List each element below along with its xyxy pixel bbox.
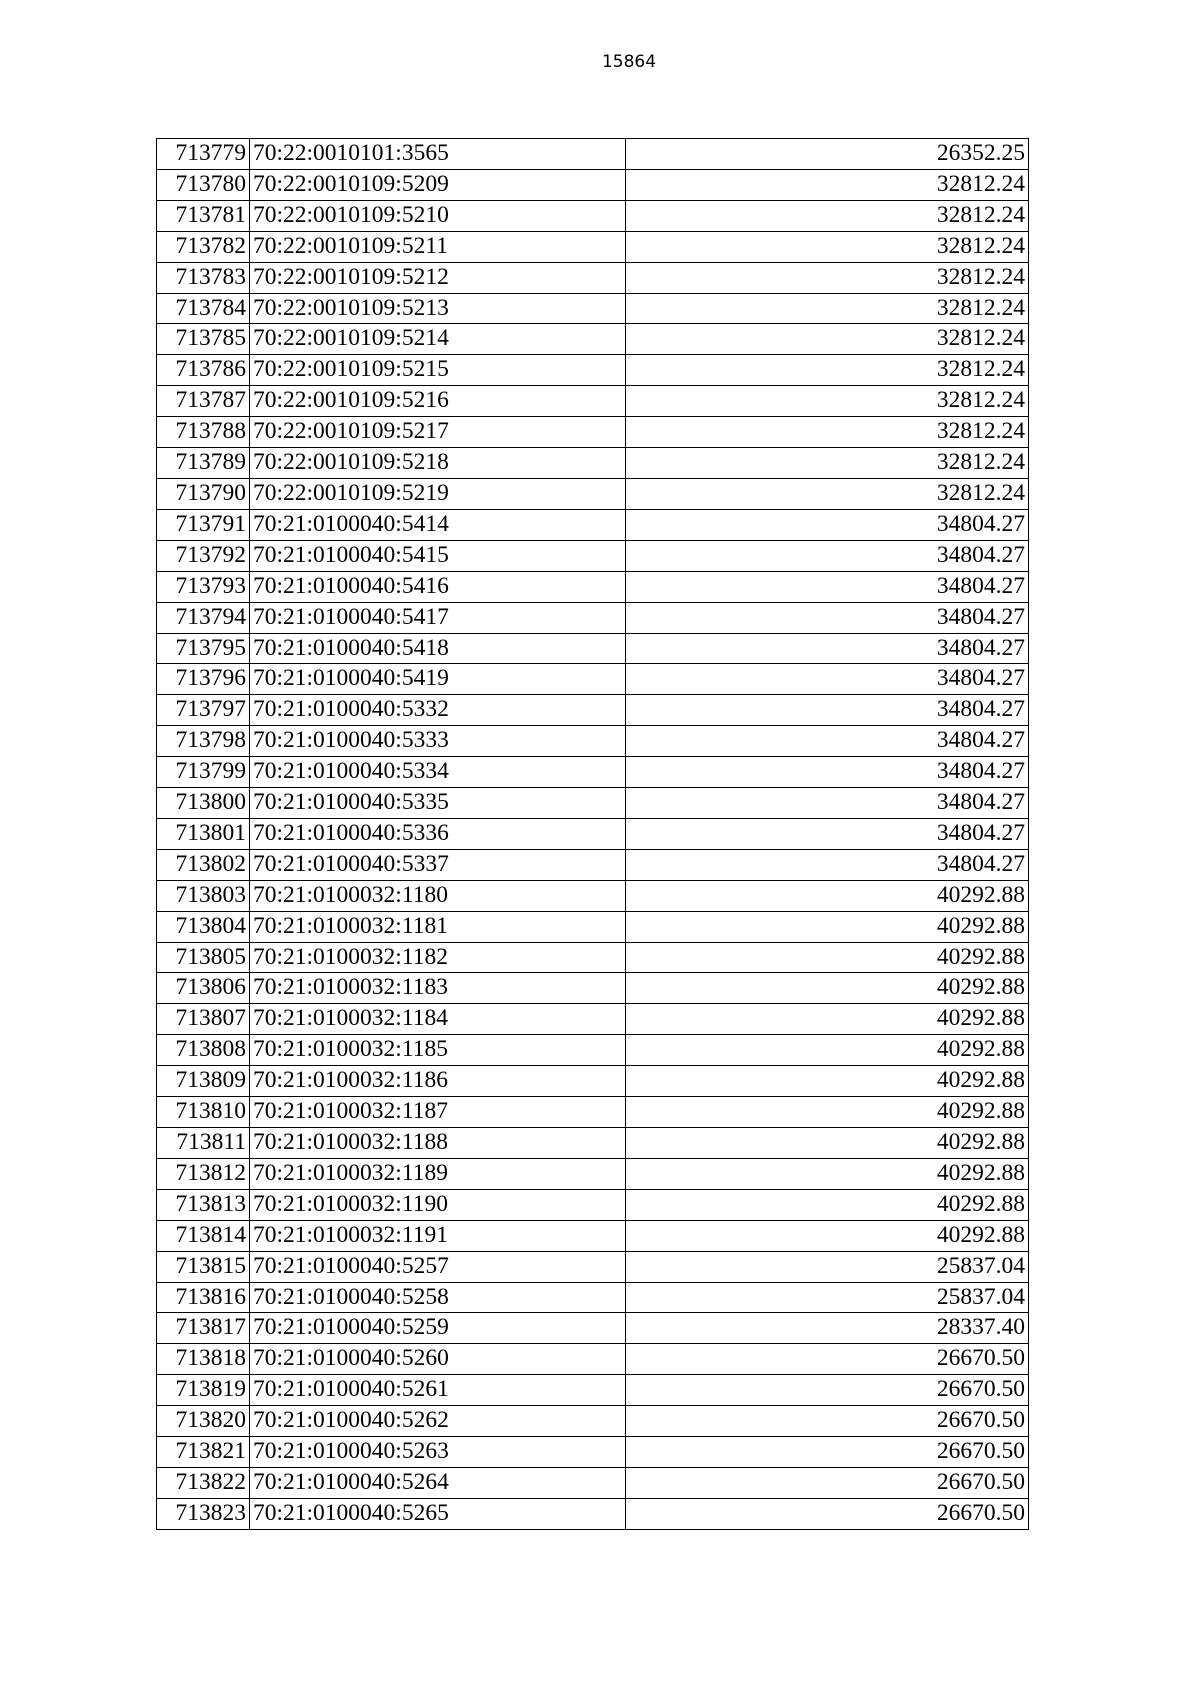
table-row: [157, 633, 1029, 664]
table-row: [157, 1251, 1029, 1282]
table-row: [157, 509, 1029, 540]
row-id-cell: 713784: [157, 293, 250, 324]
cadastral-value-cell: 34804.27: [626, 633, 1029, 664]
row-id-cell: 713794: [157, 602, 250, 633]
table-row: [157, 1097, 1029, 1128]
row-id-cell: 713817: [157, 1313, 250, 1344]
table-row: [157, 1313, 1029, 1344]
table-row: [157, 478, 1029, 509]
cadastral-number-cell: 70:21:0100032:1188: [250, 1128, 626, 1159]
cadastral-number-cell: 70:22:0010109:5212: [250, 262, 626, 293]
row-id-cell: 713798: [157, 726, 250, 757]
cadastral-number-cell: 70:22:0010109:5216: [250, 386, 626, 417]
cadastral-number-cell: 70:21:0100040:5260: [250, 1344, 626, 1375]
cadastral-number-cell: 70:22:0010109:5214: [250, 324, 626, 355]
cadastral-value-cell: 34804.27: [626, 757, 1029, 788]
cadastral-number-cell: 70:21:0100032:1191: [250, 1220, 626, 1251]
table-row: [157, 942, 1029, 973]
cadastral-number-cell: 70:21:0100040:5414: [250, 509, 626, 540]
cadastral-value-cell: 40292.88: [626, 1158, 1029, 1189]
cadastral-number-cell: 70:21:0100040:5257: [250, 1251, 626, 1282]
cadastral-value-cell: 34804.27: [626, 849, 1029, 880]
table-row: [157, 911, 1029, 942]
cadastral-number-cell: 70:21:0100040:5261: [250, 1375, 626, 1406]
table-row: [157, 540, 1029, 571]
row-id-cell: 713779: [157, 139, 250, 170]
table-row: [157, 1406, 1029, 1437]
cadastral-value-cell: 34804.27: [626, 818, 1029, 849]
row-id-cell: 713815: [157, 1251, 250, 1282]
table-row: [157, 695, 1029, 726]
table-row: [157, 726, 1029, 757]
cadastral-value-cell: 28337.40: [626, 1313, 1029, 1344]
cadastral-value-cell: 32812.24: [626, 293, 1029, 324]
row-id-cell: 713796: [157, 664, 250, 695]
cadastral-value-cell: 34804.27: [626, 726, 1029, 757]
cadastral-number-cell: 70:22:0010109:5210: [250, 200, 626, 231]
table-row: [157, 602, 1029, 633]
row-id-cell: 713781: [157, 200, 250, 231]
cadastral-value-cell: 25837.04: [626, 1251, 1029, 1282]
cadastral-number-cell: 70:21:0100040:5335: [250, 788, 626, 819]
table-row: [157, 664, 1029, 695]
table-row: [157, 1437, 1029, 1468]
row-id-cell: 713803: [157, 880, 250, 911]
table-row: [157, 818, 1029, 849]
table-row: [157, 324, 1029, 355]
cadastral-number-cell: 70:21:0100040:5263: [250, 1437, 626, 1468]
cadastral-value-cell: 32812.24: [626, 417, 1029, 448]
cadastral-value-cell: 26352.25: [626, 139, 1029, 170]
cadastral-value-table: [156, 138, 1029, 1530]
cadastral-number-cell: 70:21:0100032:1185: [250, 1035, 626, 1066]
cadastral-value-cell: 40292.88: [626, 942, 1029, 973]
row-id-cell: 713818: [157, 1344, 250, 1375]
table-row: [157, 1004, 1029, 1035]
cadastral-number-cell: 70:22:0010109:5209: [250, 169, 626, 200]
cadastral-number-cell: 70:21:0100040:5333: [250, 726, 626, 757]
row-id-cell: 713802: [157, 849, 250, 880]
cadastral-value-cell: 34804.27: [626, 540, 1029, 571]
table-row: [157, 293, 1029, 324]
cadastral-number-cell: 70:21:0100040:5415: [250, 540, 626, 571]
table-row: [157, 788, 1029, 819]
cadastral-number-cell: 70:21:0100040:5259: [250, 1313, 626, 1344]
cadastral-number-cell: 70:21:0100032:1182: [250, 942, 626, 973]
cadastral-value-cell: 34804.27: [626, 788, 1029, 819]
cadastral-value-cell: 26670.50: [626, 1344, 1029, 1375]
row-id-cell: 713805: [157, 942, 250, 973]
table-row: [157, 231, 1029, 262]
row-id-cell: 713787: [157, 386, 250, 417]
cadastral-number-cell: 70:21:0100040:5419: [250, 664, 626, 695]
cadastral-number-cell: 70:21:0100032:1189: [250, 1158, 626, 1189]
cadastral-value-cell: 40292.88: [626, 1066, 1029, 1097]
row-id-cell: 713792: [157, 540, 250, 571]
table-row: [157, 1189, 1029, 1220]
row-id-cell: 713813: [157, 1189, 250, 1220]
cadastral-value-cell: 34804.27: [626, 571, 1029, 602]
row-id-cell: 713793: [157, 571, 250, 602]
cadastral-value-cell: 40292.88: [626, 973, 1029, 1004]
cadastral-value-cell: 32812.24: [626, 324, 1029, 355]
cadastral-number-cell: 70:21:0100040:5258: [250, 1282, 626, 1313]
table-row: [157, 1128, 1029, 1159]
row-id-cell: 713804: [157, 911, 250, 942]
cadastral-number-cell: 70:21:0100032:1181: [250, 911, 626, 942]
row-id-cell: 713791: [157, 509, 250, 540]
table-row: [157, 417, 1029, 448]
cadastral-value-cell: 32812.24: [626, 200, 1029, 231]
row-id-cell: 713814: [157, 1220, 250, 1251]
cadastral-number-cell: 70:21:0100032:1183: [250, 973, 626, 1004]
cadastral-number-cell: 70:21:0100032:1184: [250, 1004, 626, 1035]
row-id-cell: 713786: [157, 355, 250, 386]
table-row: [157, 1375, 1029, 1406]
cadastral-number-cell: 70:22:0010109:5219: [250, 478, 626, 509]
cadastral-number-cell: 70:21:0100040:5265: [250, 1498, 626, 1529]
table-row: [157, 1344, 1029, 1375]
row-id-cell: 713811: [157, 1128, 250, 1159]
table-row: [157, 880, 1029, 911]
table-row: [157, 973, 1029, 1004]
cadastral-value-cell: 34804.27: [626, 509, 1029, 540]
table-row: [157, 1498, 1029, 1529]
row-id-cell: 713807: [157, 1004, 250, 1035]
cadastral-number-cell: 70:21:0100032:1180: [250, 880, 626, 911]
row-id-cell: 713783: [157, 262, 250, 293]
row-id-cell: 713812: [157, 1158, 250, 1189]
cadastral-value-cell: 25837.04: [626, 1282, 1029, 1313]
row-id-cell: 713820: [157, 1406, 250, 1437]
cadastral-value-cell: 32812.24: [626, 231, 1029, 262]
table-row: [157, 757, 1029, 788]
row-id-cell: 713799: [157, 757, 250, 788]
cadastral-value-cell: 32812.24: [626, 386, 1029, 417]
cadastral-number-cell: 70:21:0100040:5332: [250, 695, 626, 726]
cadastral-value-cell: 40292.88: [626, 1035, 1029, 1066]
cadastral-number-cell: 70:22:0010109:5218: [250, 448, 626, 479]
table-body: [157, 139, 1029, 1530]
table-row: [157, 1035, 1029, 1066]
cadastral-number-cell: 70:22:0010109:5217: [250, 417, 626, 448]
cadastral-number-cell: 70:22:0010109:5215: [250, 355, 626, 386]
row-id-cell: 713809: [157, 1066, 250, 1097]
cadastral-value-cell: 40292.88: [626, 1220, 1029, 1251]
table-row: [157, 139, 1029, 170]
cadastral-value-cell: 40292.88: [626, 1189, 1029, 1220]
table-row: [157, 1220, 1029, 1251]
row-id-cell: 713789: [157, 448, 250, 479]
table-row: [157, 1282, 1029, 1313]
cadastral-number-cell: 70:21:0100040:5337: [250, 849, 626, 880]
row-id-cell: 713780: [157, 169, 250, 200]
row-id-cell: 713790: [157, 478, 250, 509]
cadastral-number-cell: 70:21:0100040:5334: [250, 757, 626, 788]
cadastral-value-cell: 40292.88: [626, 1097, 1029, 1128]
cadastral-number-cell: 70:21:0100040:5418: [250, 633, 626, 664]
page-number: 15864: [601, 52, 657, 72]
cadastral-number-cell: 70:22:0010109:5211: [250, 231, 626, 262]
row-id-cell: 713801: [157, 818, 250, 849]
cadastral-number-cell: 70:21:0100040:5264: [250, 1467, 626, 1498]
cadastral-number-cell: 70:22:0010101:3565: [250, 139, 626, 170]
row-id-cell: 713785: [157, 324, 250, 355]
table-row: [157, 1467, 1029, 1498]
row-id-cell: 713797: [157, 695, 250, 726]
cadastral-number-cell: 70:21:0100032:1187: [250, 1097, 626, 1128]
cadastral-value-cell: 40292.88: [626, 880, 1029, 911]
cadastral-number-cell: 70:21:0100032:1186: [250, 1066, 626, 1097]
cadastral-value-cell: 32812.24: [626, 262, 1029, 293]
cadastral-value-cell: 32812.24: [626, 448, 1029, 479]
cadastral-value-cell: 26670.50: [626, 1406, 1029, 1437]
table-row: [157, 448, 1029, 479]
cadastral-value-cell: 32812.24: [626, 478, 1029, 509]
table-row: [157, 200, 1029, 231]
cadastral-value-cell: 34804.27: [626, 695, 1029, 726]
row-id-cell: 713819: [157, 1375, 250, 1406]
row-id-cell: 713810: [157, 1097, 250, 1128]
row-id-cell: 713788: [157, 417, 250, 448]
cadastral-value-cell: 34804.27: [626, 664, 1029, 695]
table-row: [157, 262, 1029, 293]
row-id-cell: 713795: [157, 633, 250, 664]
table-row: [157, 355, 1029, 386]
row-id-cell: 713821: [157, 1437, 250, 1468]
cadastral-number-cell: 70:21:0100040:5416: [250, 571, 626, 602]
table-row: [157, 386, 1029, 417]
cadastral-number-cell: 70:21:0100040:5336: [250, 818, 626, 849]
row-id-cell: 713822: [157, 1467, 250, 1498]
row-id-cell: 713806: [157, 973, 250, 1004]
cadastral-value-cell: 26670.50: [626, 1498, 1029, 1529]
cadastral-number-cell: 70:21:0100032:1190: [250, 1189, 626, 1220]
cadastral-value-cell: 32812.24: [626, 169, 1029, 200]
cadastral-value-cell: 34804.27: [626, 602, 1029, 633]
cadastral-value-cell: 26670.50: [626, 1467, 1029, 1498]
row-id-cell: 713782: [157, 231, 250, 262]
table-row: [157, 1158, 1029, 1189]
cadastral-value-cell: 32812.24: [626, 355, 1029, 386]
table-row: [157, 1066, 1029, 1097]
cadastral-number-cell: 70:21:0100040:5262: [250, 1406, 626, 1437]
row-id-cell: 713816: [157, 1282, 250, 1313]
table-row: [157, 849, 1029, 880]
table-row: [157, 169, 1029, 200]
cadastral-value-cell: 40292.88: [626, 1128, 1029, 1159]
cadastral-value-cell: 40292.88: [626, 911, 1029, 942]
cadastral-value-cell: 40292.88: [626, 1004, 1029, 1035]
cadastral-number-cell: 70:22:0010109:5213: [250, 293, 626, 324]
cadastral-value-cell: 26670.50: [626, 1375, 1029, 1406]
table-row: [157, 571, 1029, 602]
row-id-cell: 713808: [157, 1035, 250, 1066]
row-id-cell: 713823: [157, 1498, 250, 1529]
row-id-cell: 713800: [157, 788, 250, 819]
cadastral-number-cell: 70:21:0100040:5417: [250, 602, 626, 633]
cadastral-value-cell: 26670.50: [626, 1437, 1029, 1468]
